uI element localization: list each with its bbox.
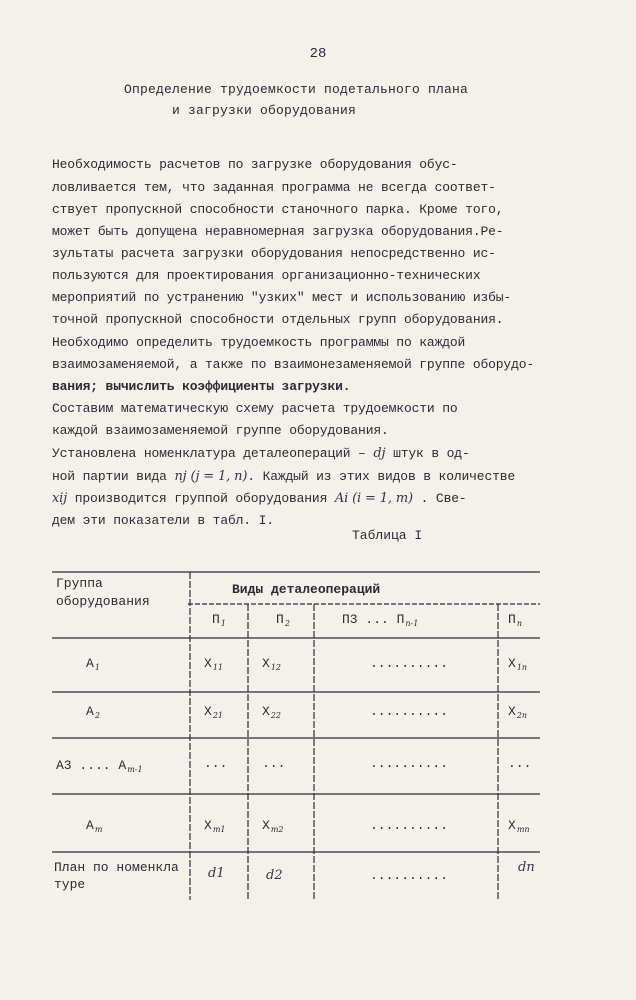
col-header-p2 bbox=[276, 612, 290, 628]
col-header-sub: n-1 bbox=[405, 619, 419, 628]
paragraph-4-text: ной партии вида bbox=[52, 469, 167, 484]
group-text: A bbox=[86, 656, 94, 671]
paragraph-4-text: штук в од- bbox=[393, 446, 470, 461]
row-4-c1 bbox=[204, 818, 226, 834]
col-header-pn bbox=[508, 612, 522, 628]
cell-text: X bbox=[204, 656, 212, 671]
col-header-text: П bbox=[276, 612, 284, 627]
data-table bbox=[52, 562, 542, 902]
cell-text: X bbox=[508, 656, 516, 671]
col-header-sub: 1 bbox=[220, 619, 226, 628]
cell-sub: 21 bbox=[212, 711, 223, 720]
row-4-mid: .......... bbox=[370, 818, 449, 833]
paragraph-2-line: вания; вычислить коэффициенты загрузки. bbox=[52, 379, 351, 394]
group-sub: m-1 bbox=[127, 765, 143, 774]
row-4-group bbox=[86, 818, 102, 834]
row-4-c2 bbox=[262, 818, 284, 834]
group-sub: m bbox=[94, 825, 103, 834]
col-header-p3-pn1 bbox=[342, 612, 418, 628]
plan-value-dn: dn bbox=[518, 860, 535, 875]
group-text: A bbox=[86, 704, 94, 719]
cell-text: X bbox=[508, 818, 516, 833]
cell-sub: 22 bbox=[270, 711, 281, 720]
paragraph-2-line: Необходимо определить трудоемкость программы по каждой bbox=[52, 335, 466, 350]
row-1-mid: .......... bbox=[370, 656, 449, 671]
handwritten-symbol: Ai (i = 1, m) bbox=[334, 491, 413, 506]
paragraph-1-line: пользуются для проектирования организационно-технических bbox=[52, 268, 481, 283]
header-kinds: Виды деталеопераций bbox=[232, 582, 381, 597]
cell-sub: 1n bbox=[516, 663, 528, 672]
row-3-c2: ... bbox=[262, 756, 286, 771]
paragraph-4-line-3 bbox=[52, 491, 467, 506]
paragraph-4-text: производится группой оборудования bbox=[74, 491, 328, 506]
plan-label-line-1: План по номенкла bbox=[54, 860, 179, 875]
paragraph-4-text: Установлена номенклатура деталеопераций – bbox=[52, 446, 366, 461]
row-2-c2 bbox=[262, 704, 281, 720]
row-1-group bbox=[86, 656, 100, 672]
paragraph-4-text: . Каждый из этих видов в количестве bbox=[247, 469, 516, 484]
cell-text: X bbox=[262, 818, 270, 833]
paragraph-4-line-2 bbox=[52, 469, 515, 484]
group-sub: 2 bbox=[94, 711, 100, 720]
paragraph-2-line: взаимозаменяемой, а также по взаимонезаменяемой группе оборудо- bbox=[52, 357, 535, 372]
col-header-text: П3 ... П bbox=[342, 612, 405, 627]
cell-sub: m1 bbox=[212, 825, 226, 834]
group-sub: 1 bbox=[94, 663, 100, 672]
cell-text: X bbox=[204, 818, 212, 833]
handwritten-symbol: nj (j = 1, n) bbox=[174, 469, 248, 484]
row-2-c1 bbox=[204, 704, 223, 720]
cell-sub: mn bbox=[516, 825, 530, 834]
paragraph-1-line: мероприятий по устранению "узких" мест и использованию избы- bbox=[52, 290, 512, 305]
row-3-last: ... bbox=[508, 756, 532, 771]
cell-sub: 11 bbox=[212, 663, 223, 672]
col-header-text: П bbox=[212, 612, 220, 627]
row-2-group bbox=[86, 704, 100, 720]
paragraph-1-line: может быть допущена неравномерная загрузка оборудования.Ре- bbox=[52, 224, 504, 239]
paragraph-1-line: зультаты расчета загрузки оборудования непосредственно ис- bbox=[52, 246, 496, 261]
cell-text: X bbox=[262, 704, 270, 719]
paragraph-1-line: ловливается тем, что заданная программа не всегда соответ- bbox=[52, 180, 496, 195]
paragraph-3-line: каждой взаимозаменяемой группе оборудования. bbox=[52, 423, 389, 438]
cell-sub: 12 bbox=[270, 663, 281, 672]
plan-label-line-2: туре bbox=[54, 877, 86, 892]
cell-text: X bbox=[204, 704, 212, 719]
row-2-mid: .......... bbox=[370, 704, 449, 719]
cell-sub: 2n bbox=[516, 711, 528, 720]
group-text: A bbox=[86, 818, 94, 833]
col-header-text: П bbox=[508, 612, 516, 627]
paragraph-1-line: точной пропускной способности отдельных групп оборудования. bbox=[52, 312, 504, 327]
group-text: A3 .... A bbox=[56, 758, 127, 773]
row-1-c2 bbox=[262, 656, 281, 672]
page-number: 28 bbox=[309, 46, 327, 62]
col-header-sub: 2 bbox=[284, 619, 290, 628]
paragraph-3-line: Составим математическую схему расчета трудоемкости по bbox=[52, 401, 458, 416]
row-3-c1: ... bbox=[204, 756, 228, 771]
col-header-p1 bbox=[212, 612, 226, 628]
table-caption: Таблица I bbox=[352, 528, 423, 543]
section-title-line-2: и загрузки оборудования bbox=[172, 103, 357, 118]
paragraph-1-line: Необходимость расчетов по загрузке оборудования обус- bbox=[52, 157, 458, 172]
row-3-mid: .......... bbox=[370, 756, 449, 771]
table-grid-lines bbox=[52, 562, 542, 902]
paragraph-4-line-4: дем эти показатели в табл. I. bbox=[52, 513, 274, 528]
paragraph-4-line-1 bbox=[52, 446, 470, 461]
paragraph-4-text: . Све- bbox=[420, 491, 467, 506]
header-group-line-1: Группа bbox=[56, 576, 103, 591]
plan-value-mid: .......... bbox=[370, 868, 449, 883]
row-1-last bbox=[508, 656, 527, 672]
plan-value-d1: d1 bbox=[208, 866, 225, 881]
col-header-sub: n bbox=[516, 619, 522, 628]
handwritten-symbol: dj bbox=[373, 446, 386, 461]
handwritten-symbol: xij bbox=[52, 491, 68, 506]
row-4-last bbox=[508, 818, 530, 834]
header-group-line-2: оборудования bbox=[56, 594, 150, 609]
plan-value-d2: d2 bbox=[266, 868, 283, 883]
row-1-c1 bbox=[204, 656, 223, 672]
cell-text: X bbox=[508, 704, 516, 719]
paragraph-1-line: ствует пропускной способности станочного парка. Кроме того, bbox=[52, 202, 504, 217]
section-title-line-1: Определение трудоемкости подетального плана bbox=[124, 82, 469, 97]
cell-text: X bbox=[262, 656, 270, 671]
row-2-last bbox=[508, 704, 527, 720]
cell-sub: m2 bbox=[270, 825, 284, 834]
row-3-group bbox=[56, 758, 143, 774]
